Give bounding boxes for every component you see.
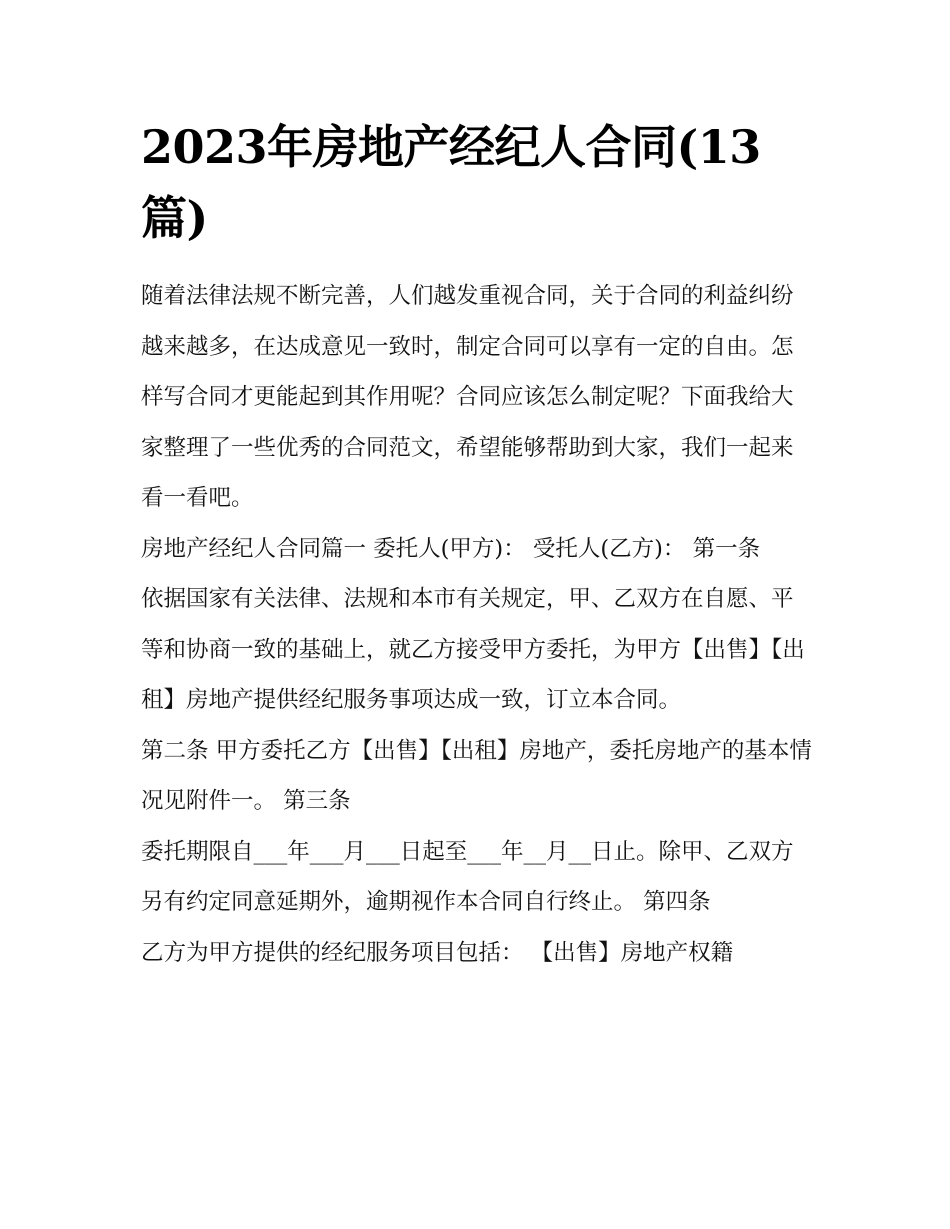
document-title: 2023年房地产经纪人合同(13篇) <box>141 120 761 245</box>
document-page <box>141 112 813 978</box>
article-three-paragraph: 委托期限自___年___月___日起至___年__月__日止。除甲、乙双方另有约定同意延期外，逾期视作本合同自行终止。 第四条 <box>141 838 794 915</box>
document-body <box>141 271 813 978</box>
article-four-paragraph: 乙方为甲方提供的经纪服务项目包括： 【出售】房地产权籍 <box>141 939 734 966</box>
contract-heading-paragraph: 房地产经纪人合同篇一 委托人(甲方)： 受托人(乙方)： 第一条 <box>141 535 761 562</box>
article-one-paragraph: 依据国家有关法律、法规和本市有关规定，甲、乙双方在自愿、平等和协商一致的基础上，就乙方接受甲方委托，为甲方【出售】【出租】房地产提供经纪服务事项达成一致，订立本合同。 <box>141 586 805 713</box>
intro-paragraph: 随着法律法规不断完善，人们越发重视合同，关于合同的利益纠纷越来越多，在达成意见一致时，制定合同可以享有一定的自由。怎样写合同才更能起到其作用呢？合同应该怎么制定呢？下面我给大家整理了一些优秀的合同范文，希望能够帮助到大家，我们一起来看一看吧。 <box>141 283 794 511</box>
article-two-paragraph: 第二条 甲方委托乙方【出售】【出租】房地产，委托房地产的基本情况见附件一。 第三条 <box>141 737 812 814</box>
